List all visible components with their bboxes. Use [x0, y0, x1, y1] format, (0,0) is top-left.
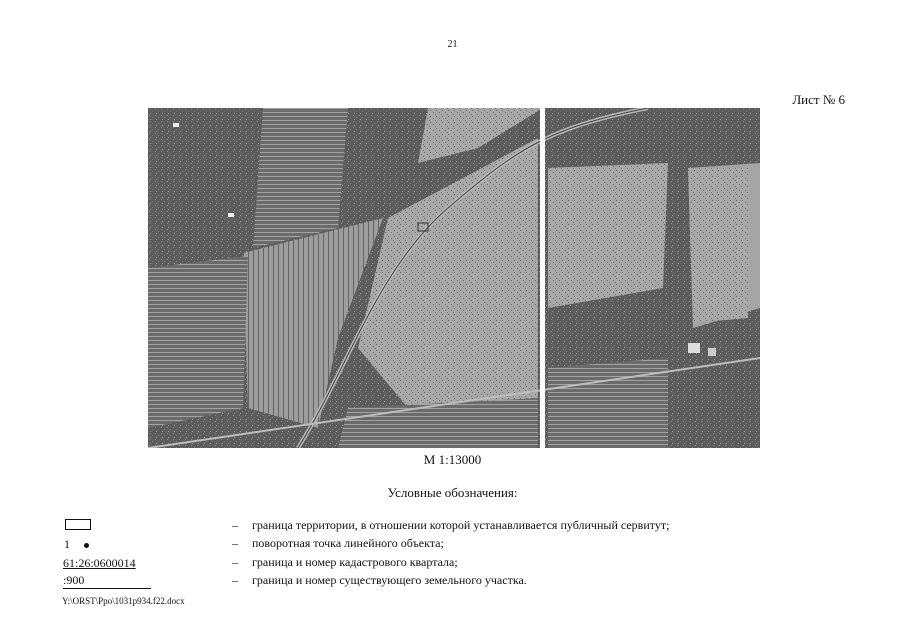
- legend-dash: –: [232, 536, 238, 550]
- legend-dash: –: [232, 555, 238, 569]
- page-number: 21: [447, 39, 458, 50]
- legend-item: [232, 518, 669, 533]
- legend-dash: –: [232, 518, 238, 532]
- map-scale: М 1:13000: [423, 452, 482, 467]
- legend-item: [232, 573, 527, 588]
- legend-dash: –: [232, 573, 238, 587]
- point-number: 1: [64, 537, 70, 551]
- cadastral-quarter-number: 61:26:0600014: [63, 556, 136, 570]
- turning-point-symbol: [64, 537, 89, 552]
- legend-title: Условные обозначения:: [387, 485, 518, 500]
- legend-text: граница территории, в отношении которой устанавливается публичный сервитут;: [252, 518, 670, 532]
- legend-text: граница и номер существующего земельного участка.: [252, 573, 527, 587]
- sheet-label: Лист № 6: [792, 92, 845, 107]
- file-path: Y:\ORST\Ppo\1031p934.f22.docx: [62, 596, 185, 606]
- legend-item: [232, 555, 458, 570]
- point-dot-icon: [84, 543, 89, 548]
- legend-text: поворотная точка линейного объекта;: [252, 536, 444, 550]
- parcel-number: :900: [63, 573, 151, 589]
- legend-item: [232, 536, 444, 551]
- legend-text: граница и номер кадастрового квартала;: [252, 555, 458, 569]
- satellite-map: [148, 108, 760, 448]
- servitude-boundary-symbol: [65, 519, 91, 530]
